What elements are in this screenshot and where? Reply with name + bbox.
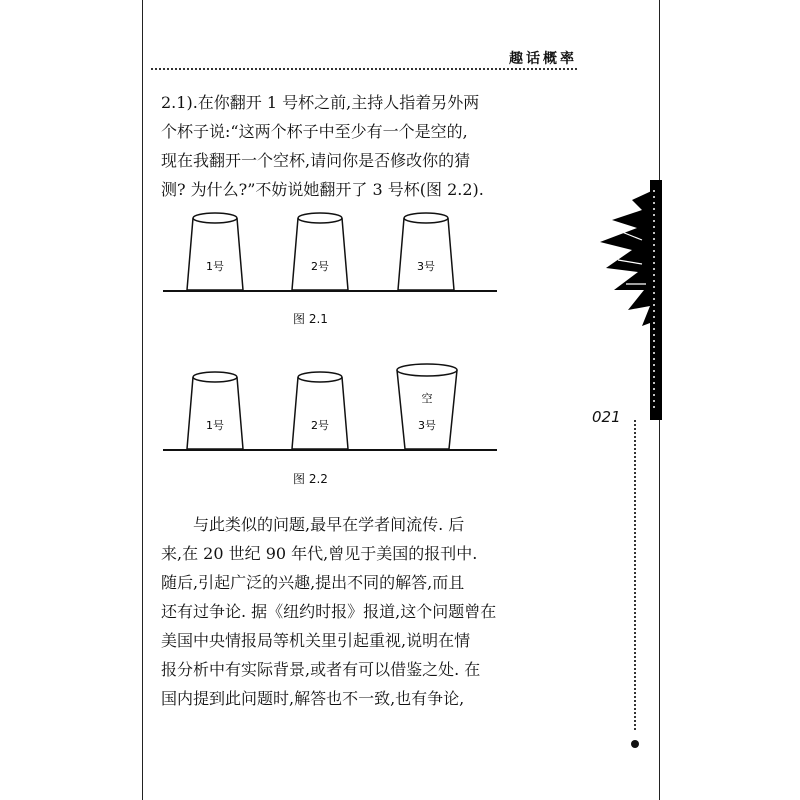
side-dotted-rule — [634, 420, 636, 730]
text-line: 还有过争论. 据《纽约时报》报道,这个问题曾在 — [161, 602, 497, 621]
text-line: 美国中央情报局等机关里引起重视,说明在情 — [161, 631, 471, 650]
cup-label: 1号 — [206, 260, 224, 273]
text-line: 个杯子说:“这两个杯子中至少有一个是空的, — [161, 122, 468, 141]
side-bullet-icon — [631, 740, 639, 748]
text-line: 测? 为什么?”不妨说她翻开了 3 号杯(图 2.2). — [161, 180, 484, 199]
header-title: 趣话概率 — [509, 51, 577, 67]
cup-label: 3号 — [418, 419, 436, 432]
text-line: 国内提到此问题时,解答也不一致,也有争论, — [161, 689, 465, 708]
cup-1 — [187, 372, 243, 449]
cup-state: 空 — [421, 392, 433, 405]
figure-caption: 图 2.2 — [293, 472, 328, 486]
paragraph-2 — [161, 510, 501, 713]
cup-1 — [187, 213, 243, 290]
cup-2 — [292, 213, 348, 290]
cup-label: 2号 — [311, 419, 329, 432]
text-line: 随后,引起广泛的兴趣,提出不同的解答,而且 — [161, 573, 465, 592]
text-line: 来,在 20 世纪 90 年代,曾见于美国的报刊中. — [161, 544, 478, 563]
book-page — [142, 0, 660, 800]
palm-leaf-decoration-icon — [592, 180, 662, 420]
paragraph-1 — [161, 88, 497, 204]
figure-2-1 — [161, 208, 501, 298]
header-dotted-rule — [151, 68, 577, 70]
running-header — [143, 42, 659, 70]
text-line: 2.1).在你翻开 1 号杯之前,主持人指着另外两 — [161, 93, 480, 112]
cup-3-empty-flipped — [397, 364, 457, 449]
text-line: 与此类似的问题,最早在学者间流传. 后 — [161, 515, 465, 534]
cup-3 — [398, 213, 454, 290]
figure-caption: 图 2.1 — [293, 312, 328, 326]
cup-label: 2号 — [311, 260, 329, 273]
text-line: 现在我翻开一个空杯,请问你是否修改你的猜 — [161, 151, 471, 170]
cup-label: 1号 — [206, 419, 224, 432]
page-number: 021 — [592, 408, 621, 426]
cup-label: 3号 — [417, 260, 435, 273]
text-line: 报分析中有实际背景,或者有可以借鉴之处. 在 — [161, 660, 481, 679]
cup-2 — [292, 372, 348, 449]
figure-2-2 — [161, 362, 501, 457]
